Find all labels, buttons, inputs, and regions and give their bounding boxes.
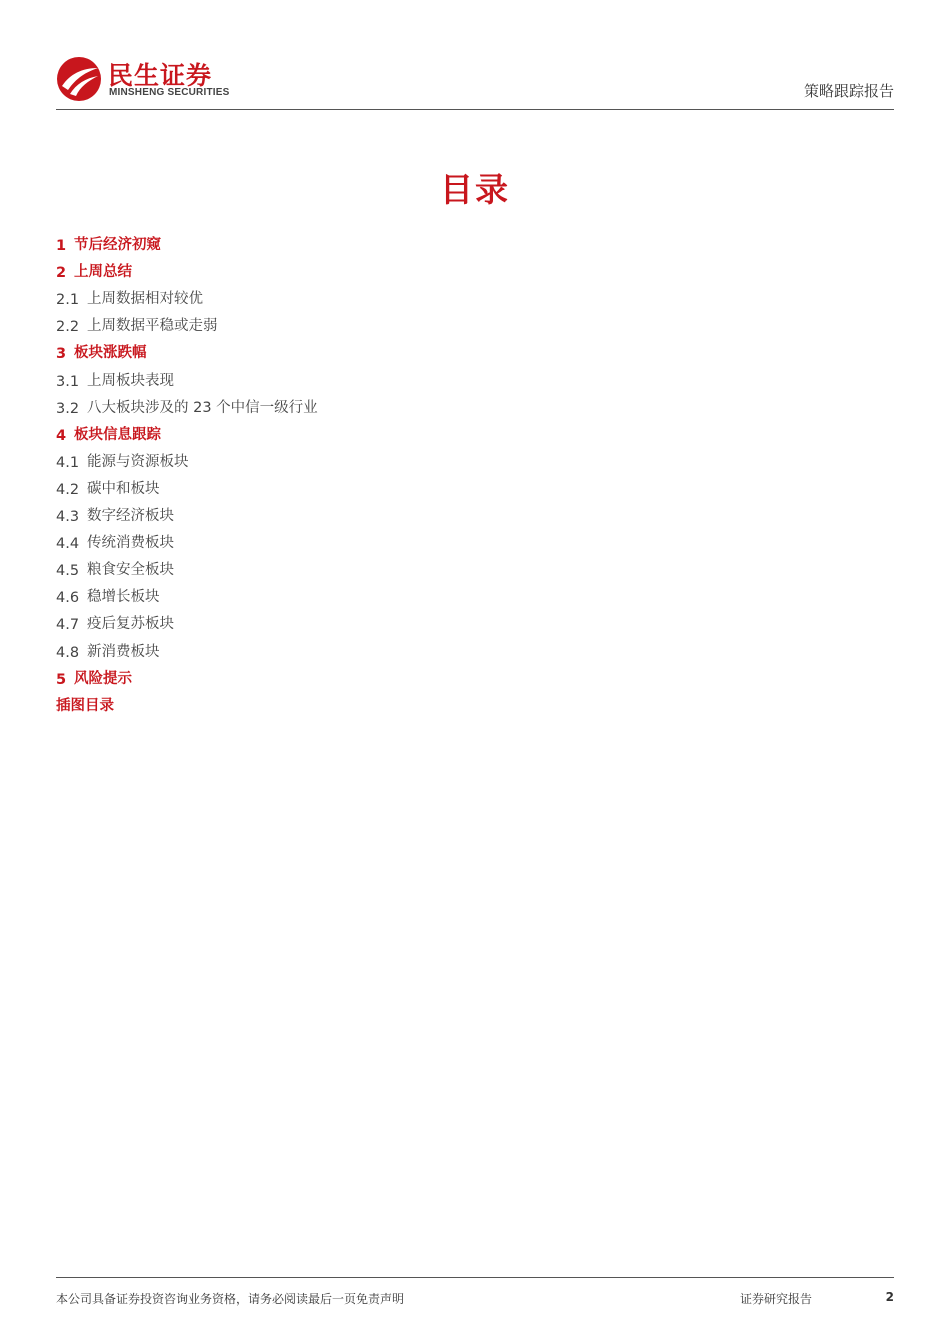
toc-entry-title: 数字经济板块 bbox=[87, 508, 174, 525]
toc-entry-title: 板块涨跌幅 bbox=[74, 345, 147, 362]
toc-entry-number: 3 bbox=[56, 346, 67, 363]
toc-entry[interactable] bbox=[56, 688, 893, 715]
toc-entry-number: 4.2 bbox=[56, 481, 80, 498]
toc-entry-number: 3.2 bbox=[56, 400, 80, 417]
report-type-label: 策略跟踪报告 bbox=[803, 82, 894, 100]
toc-entry-title: 能源与资源板块 bbox=[87, 453, 189, 470]
toc-entry-title: 插图目录 bbox=[56, 697, 114, 714]
toc-entry-number: 4.4 bbox=[56, 536, 80, 553]
footer-report-label: 证券研究报告 bbox=[740, 1292, 813, 1306]
minsheng-logo-icon bbox=[56, 56, 102, 102]
toc-entry-title: 上周数据平稳或走弱 bbox=[87, 318, 218, 335]
toc-entry-page bbox=[120, 0, 950, 715]
toc-entry-number: 5 bbox=[56, 671, 67, 688]
logo-english-name: MINSHENG SECURITIES bbox=[109, 87, 230, 98]
toc-entry-number: 1 bbox=[56, 238, 67, 255]
toc-entry-number: 4.8 bbox=[56, 644, 80, 661]
logo-chinese-name: 民生证券 bbox=[108, 61, 213, 90]
toc-entry-title: 疫后复苏板块 bbox=[87, 616, 174, 633]
toc-entry-number: 2 bbox=[56, 265, 67, 282]
table-of-contents bbox=[56, 227, 893, 715]
toc-entry-title: 上周板块表现 bbox=[87, 372, 174, 389]
toc-entry-title: 上周数据相对较优 bbox=[87, 291, 203, 308]
toc-entry-title: 碳中和板块 bbox=[87, 480, 160, 497]
toc-entry-title: 新消费板块 bbox=[87, 643, 160, 660]
toc-entry-number: 4.1 bbox=[56, 454, 80, 471]
page-number: 2 bbox=[885, 1290, 894, 1304]
toc-entry-title: 风险提示 bbox=[74, 670, 132, 687]
footer-divider bbox=[56, 1277, 894, 1278]
toc-entry-title: 传统消费板块 bbox=[87, 535, 174, 552]
toc-title: 目录 bbox=[440, 170, 510, 209]
toc-entry-title: 上周总结 bbox=[74, 264, 132, 281]
toc-entry-number: 3.1 bbox=[56, 373, 80, 390]
toc-entry-number: 4.7 bbox=[56, 617, 80, 634]
toc-entry-number: 2.1 bbox=[56, 292, 80, 309]
toc-entry-title: 板块信息跟踪 bbox=[74, 426, 161, 443]
toc-entry-number: 2.2 bbox=[56, 319, 80, 336]
footer-disclaimer: 本公司具备证券投资咨询业务资格，请务必阅读最后一页免责声明 bbox=[56, 1292, 405, 1306]
toc-entry-number: 4 bbox=[56, 427, 67, 444]
toc-entry-number: 4.5 bbox=[56, 563, 80, 580]
toc-entry-title: 稳增长板块 bbox=[87, 589, 160, 606]
toc-entry-title: 节后经济初窥 bbox=[74, 237, 161, 254]
toc-entry-title: 粮食安全板块 bbox=[87, 562, 174, 579]
toc-entry-number: 4.6 bbox=[56, 590, 80, 607]
toc-entry-title: 八大板块涉及的 23 个中信一级行业 bbox=[87, 399, 318, 416]
toc-entry-number: 4.3 bbox=[56, 509, 80, 526]
